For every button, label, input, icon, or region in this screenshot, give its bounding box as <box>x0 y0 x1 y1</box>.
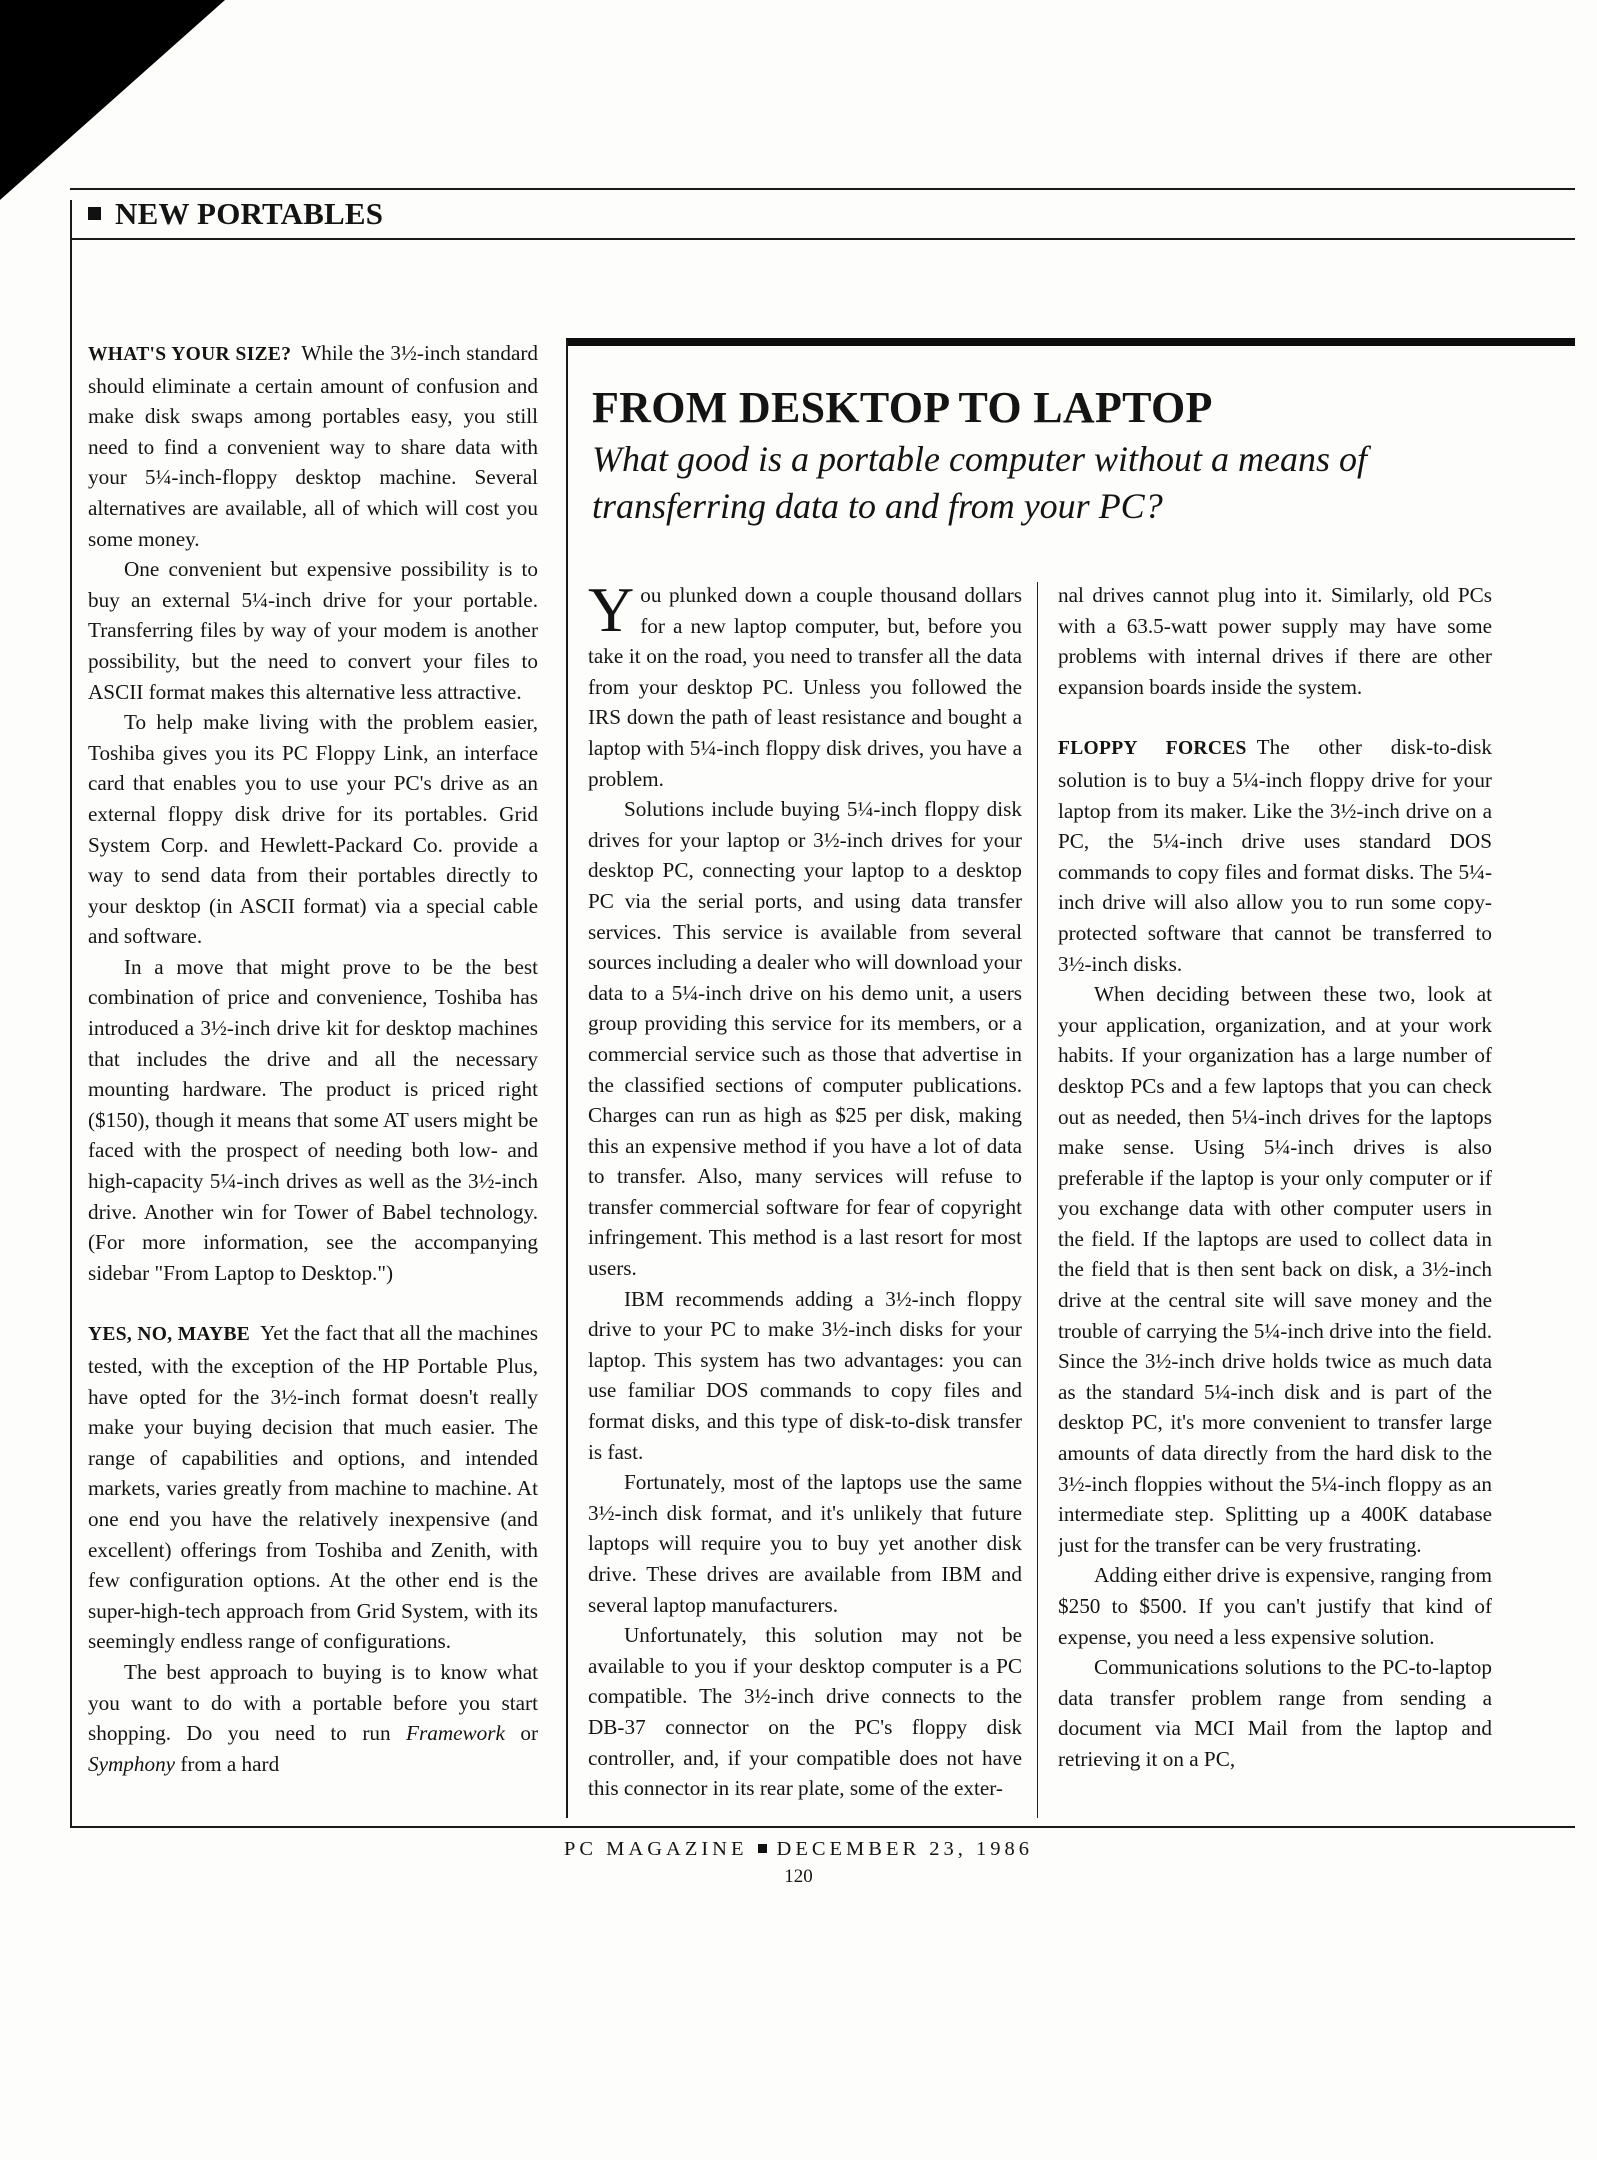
drop-cap: Y <box>588 580 635 645</box>
paragraph: FLOPPY FORCES The other disk-to-disk solution is to buy a 5¼-inch floppy drive for your laptop from its maker. Like the 3½-inch drive on a PC, the 5¼-inch drive uses standard DOS commands to copy files and format disks. The 5¼-inch drive will also allow you to run some copy-protected software that cannot be transferred to 3½-inch disks. <box>1058 735 1492 976</box>
section-label <box>88 196 383 232</box>
paragraph: Solutions include buying 5¼-inch floppy disk drives for your laptop or 3½-inch drives for your desktop PC, connecting your laptop to a desktop PC via the serial ports, and using data transfer services. This service is available from several sources including a dealer who will download your data to a 5¼-inch drive on his demo unit, a users group providing this service for its members, or a commercial service such as those that advertise in the classified sections of computer publications. Charges can run as high as $25 per disk, making this an expensive method if you have a lot of data to transfer. Also, many services will refuse to transfer commercial software for fear of copyright infringement. This method is a last resort for most users. <box>588 797 1022 1281</box>
section-bottom-rule <box>70 238 1575 240</box>
subhead-whats-your-size: WHAT'S YOUR SIZE? <box>88 344 292 365</box>
article-column-1 <box>88 338 538 1818</box>
paragraph: Adding either drive is expensive, ranging from $250 to $500. If you can't justify that kind of expense, you need a less expensive solution. <box>1058 1563 1492 1649</box>
page-number: 120 <box>784 1866 813 1887</box>
sidebar-left-rule <box>566 340 568 1818</box>
paragraph: In a move that might prove to be the best combination of price and convenience, Toshiba has introduced a 3½-inch drive kit for desktop machines that includes the drive and all the necessary mounting hardware. The product is priced right ($150), though it means that some AT users might be faced with the prospect of needing both low- and high-capacity 5¼-inch drives as well as the 3½-inch drive. Another win for Tower of Babel technology. (For more information, see the accompanying sidebar "From Laptop to Desktop.") <box>88 954 538 1285</box>
paragraph: When deciding between these two, look at your application, organization, and at your work habits. If your organization has a large number of desktop PCs and a few laptops that you can check out as needed, then 5¼-inch drives for the laptops make sense. Using 5¼-inch drives is also preferable if the laptop is your only computer or if you exchange data with other computer users in the field. If the laptops are used to collect data in the field that is then sent back on disk, a 3½-inch drive at the central site will save money and the trouble of carrying the 5¼-inch drive into the field. Since the 3½-inch drive holds twice as much data as the standard 5¼-inch disk and is part of the desktop PC, it's more convenient to transfer large amounts of data directly from the hard disk to the 3½-inch floppies without the 5¼-inch floppy as an intermediate step. Splitting up a 400K database just for the transfer can be very frustrating. <box>1058 982 1492 1557</box>
sidebar-top-rule <box>566 338 1575 346</box>
paragraph: To help make living with the problem easier, Toshiba gives you its PC Floppy Link, an interface card that enables you to use your PC's drive as an external floppy disk drive for its portables. Grid System Corp. and Hewlett-Packard Co. provide a way to send data from their portables directly to your desktop (in ASCII format) via a special cable and software. <box>88 710 538 949</box>
page-frame-left <box>70 200 72 1828</box>
paragraph: IBM recommends adding a 3½-inch floppy drive to your PC to make 3½-inch disks for your laptop. This system has two advantages: you can use familiar DOS commands to copy files and format disks, and this type of disk-to-disk transfer is fast. <box>588 1286 1022 1464</box>
paragraph: The best approach to buying is to know what you want to do with a portable before you start shopping. Do you need to run Framework or Symphony from a hard <box>88 1659 538 1776</box>
footer-bullet-icon <box>758 1844 767 1853</box>
paragraph: Communications solutions to the PC-to-laptop data transfer problem range from sending a document via MCI Mail from the laptop and retrieving it on a PC, <box>1058 1655 1492 1771</box>
sidebar-deck: What good is a portable computer without a means of transferring data to and from your PC? <box>592 439 1367 526</box>
sidebar-title: FROM DESKTOP TO LAPTOP <box>592 383 1213 432</box>
paragraph: You plunked down a couple thousand dollars for a new laptop computer, but, before you take it on the road, you need to transfer all the data from your desktop PC. Unless you followed the IRS down the path of least resistance and bought a laptop with 5¼-inch floppy disk drives, you have a problem. <box>588 580 1022 791</box>
sidebar-column-1 <box>588 580 1022 1820</box>
page-footer <box>0 1838 1597 1861</box>
footer-magazine: PC MAGAZINE <box>563 1838 748 1860</box>
paragraph: nal drives cannot plug into it. Similarly, old PCs with a 63.5-watt power supply may have some problems with internal drives if there are other expansion boards inside the system. <box>1058 583 1492 699</box>
section-top-rule <box>70 188 1575 190</box>
page-frame-bottom <box>70 1826 1575 1828</box>
paragraph: WHAT'S YOUR SIZE? While the 3½-inch standard should eliminate a certain amount of confusion and make disk swaps among portables easy, you still need to find a convenient way to share data with your 5¼-inch-floppy desktop machine. Several alternatives are available, all of which will cost you some money. <box>88 341 538 551</box>
footer-date: DECEMBER 23, 1986 <box>776 1838 1034 1860</box>
section-label-text: NEW PORTABLES <box>115 196 384 231</box>
paragraph: YES, NO, MAYBE Yet the fact that all the machines tested, with the exception of the HP Portable Plus, have opted for the 3½-inch format doesn't really make your buying decision that much easier. The range of capabilities and options, and intended markets, varies greatly from machine to machine. At one end you have the relatively inexpensive (and excellent) offerings from Toshiba and Zenith, with few configuration options. At the other end is the super-high-tech approach from Grid System, with its seemingly endless range of configurations. <box>88 1321 538 1654</box>
corner-tab <box>0 0 225 200</box>
subhead-yes-no-maybe: YES, NO, MAYBE <box>88 1324 251 1346</box>
sidebar-column-divider <box>1037 582 1038 1818</box>
paragraph: One convenient but expensive possibility is to buy an external 5¼-inch drive for your portable. Transferring files by way of your modem is another possibility, but the need to convert your files to ASCII format makes this alternative less attractive. <box>88 557 538 704</box>
paragraph: Unfortunately, this solution may not be available to you if your desktop computer is a PC compatible. The 3½-inch drive connects to the DB-37 connector on the PC's floppy disk controller, and, if your compatible does not have this connector in its rear plate, some of the exter- <box>588 1623 1022 1801</box>
sidebar-column-2 <box>1058 580 1492 1820</box>
section-bullet-icon <box>88 207 101 220</box>
subhead-floppy-forces: FLOPPY FORCES <box>1058 738 1247 760</box>
paragraph: Fortunately, most of the laptops use the same 3½-inch disk format, and it's unlikely that future laptops will require you to buy yet another disk drive. These drives are available from IBM and several laptop manufacturers. <box>588 1470 1022 1617</box>
